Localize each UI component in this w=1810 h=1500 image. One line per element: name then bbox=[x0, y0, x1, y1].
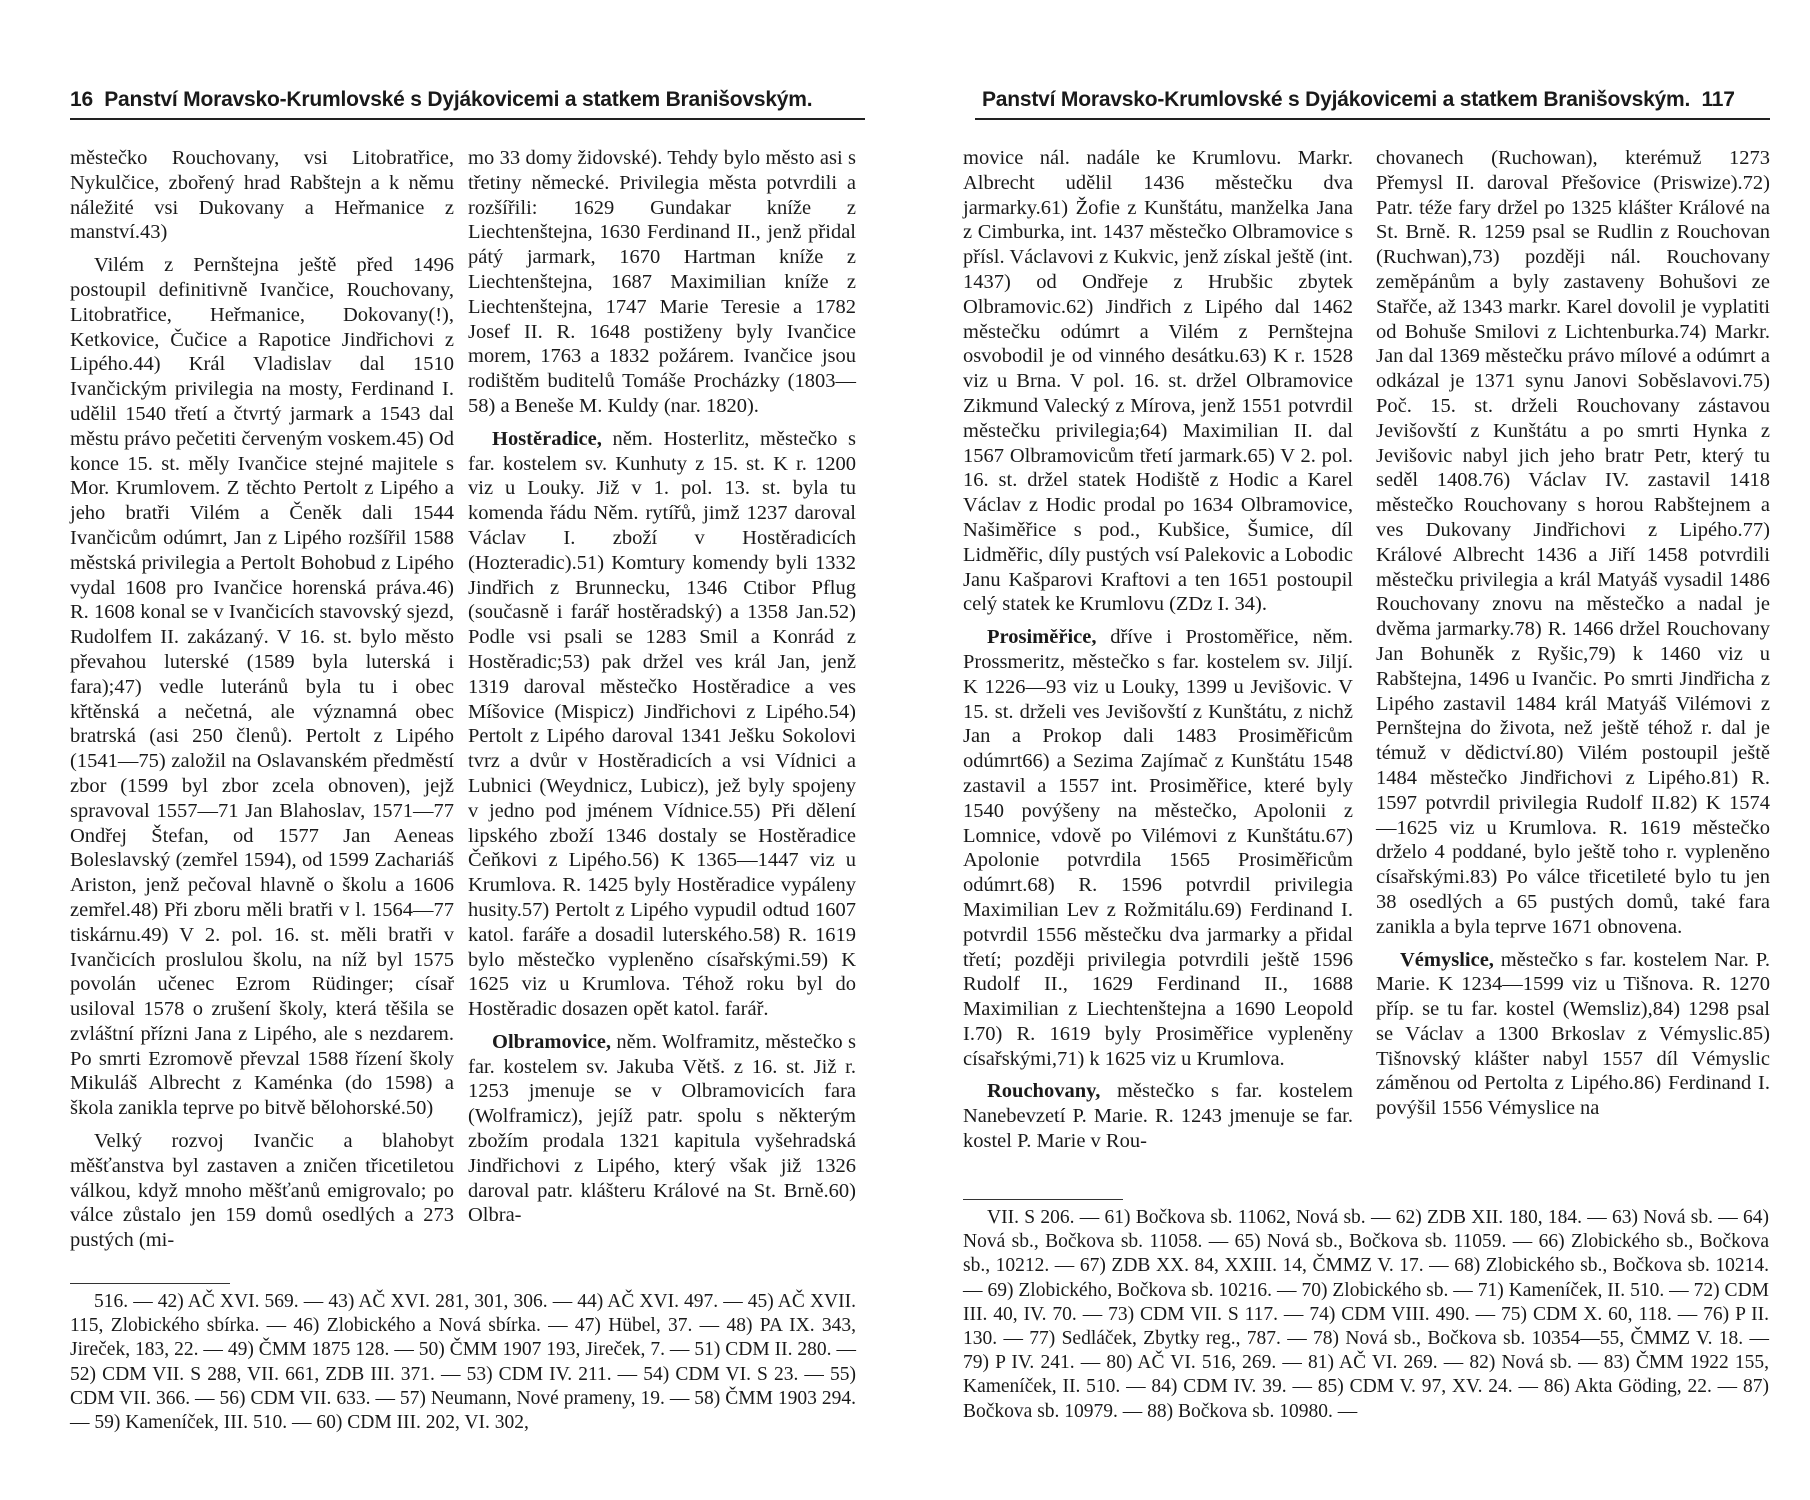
right-column-1 bbox=[963, 146, 1353, 1154]
right-footnotes: VII. S 206. — 61) Bočkova sb. 11062, Nová sb. — 62) ZDB XII. 180, 184. — 63) Nová sb. — 64) Nová sb., Bočkova sb. 11058. — 65) Nová sb., Bočkova sb. 11059. — 66) Zlobického sb., Bočkova sb., 10212. — 67) ZDB XX. 84, XXIII. 14, ČMMZ V. 17. — 68) Zlobického sb., Bočkova sb. 10214. — 69) Zlobického, Bočkova sb. 10216. — 70) Zlobického sb. — 71) Kameníček, II. 510. — 72) CDM III. 40, IV. 70. — 73) CDM VII. S 117. — 74) CDM VIII. 490. — 75) CDM X. 60, 118. — 76) P II. 130. — 77) Sedláček, Zbytky reg., 787. — 78) Nová sb., Bočkova sb. 10354—55, ČMMZ V. 18. — 79) P IV. 241. — 80) AČ VI. 516, 269. — 81) AČ VI. 269. — 82) Nová sb. — 83) ČMM 1922 155, Kameníček, II. 510. — 84) CDM IV. 39. — 85) CDM V. 97, XV. 24. — 86) Akta Göding, 22. — 87) Bočkova sb. 10979. — 88) Bočkova sb. 10980. — bbox=[963, 1207, 1769, 1422]
right-header-rule bbox=[975, 118, 1770, 120]
left-footnotes: 516. — 42) AČ XVI. 569. — 43) AČ XVI. 281, 301, 306. — 44) AČ XVI. 497. — 45) AČ XVII. 115, Zlobického sbírka. — 46) Zlobického a Nová sbírka. — 47) Hübel, 37. — 48) PA IX. 343, Jireček, 183, 22. — 49) ČMM 1875 128. — 50) ČMM 1907 193, Jireček, 7. — 51) CDM II. 280. — 52) CDM VII. S 288, VII. 661, ZDB III. 371. — 53) CDM IV. 211. — 54) CDM VI. S 23. — 55) CDM VII. 366. — 56) CDM VII. 633. — 57) Neumann, Nové prameny, 19. — 58) ČMM 1903 294. — 59) Kameníček, III. 510. — 60) CDM III. 202, VI. 302, bbox=[70, 1291, 856, 1434]
left-header-rule bbox=[70, 118, 865, 120]
left-column-1 bbox=[70, 146, 454, 1253]
left-footnote-rule bbox=[70, 1283, 230, 1284]
paragraph: Vilém z Pernštejna ještě před 1496 postoupil definitivně Ivančice, Rouchovany, Litobratřice, Heřmanice, Dokovany(!), Ketkovice, Čučice a Rapotice Jindřichovi z Lipého.44) Král Vladislav dal 1510 Ivančickým privilegia na mosty, Ferdinand I. udělil 1540 třetí a čtvrtý jarmark a 1543 dal městu právo pečetiti červeným voskem.45) Od konce 15. st. měly Ivančice stejné majitele s Mor. Krumlovem. Z těchto Pertolt z Lipého a jeho bratři Vilém a Čeněk dali 1544 Ivančicům odúmrt, Jan z Lipého rozšířil 1588 městská privilegia a Pertolt Bohobud z Lipého vydal 1608 pro Ivančice horenská práva.46) R. 1608 konal se v Ivančicích stavovský sjezd, Rudolfem II. zakázaný. V 16. st. bylo město převahou luterské (1589 byla luterská i fara);47) vedle luteránů byla tu i obec křtěnská a nečetná, ale významná obec bratrská (asi 250 členů). Pertolt z Lipého (1541—75) založil na Oslavanském předměstí zbor (1599 byl zbor zcela obnoven), jejž spravoval 1557—71 Jan Blahoslav, 1571—77 Ondřej Štefan, od 1577 Jan Aeneas Boleslavský (zemřel 1594), od 1599 Zachariáš Ariston, jenž pečoval hlavně o školu a 1606 zemřel.48) Při zboru měli bratři v l. 1564—77 tiskárnu.49) V 2. pol. 16. st. měli bratři v Ivančicích proslulou školu, na níž byl 1575 povolán učenec Ezrom Rüdinger; císař usiloval 1578 o zrušení školy, která těšila se zvláštní přízni Jana z Lipého, ale s nezdarem. Po smrti Ezromově převzal 1588 řízení školy Mikuláš Albrecht z Kaménka (do 1598) a škola zanikla teprve po bitvě bělohorské.50) bbox=[70, 254, 454, 1120]
entry-prosimerice: Prosiměřice, dříve i Prostoměřice, něm. Prossmeritz, městečko s far. kostelem sv. Jiljí. K 1226—93 viz u Louky, 1399 u Jevišovic. V 15. st. drželi ves Jevišovští z Kunštátu, z nichž Jan a Prokop dali 1483 Prosiměřicům odúmrt66) a Sezima Zajímač z Kunštátu 1548 zastavil a 1557 int. Prosiměřice, které byly 1540 povýšeny na městečko, Apolonii z Lomnice, vdově po Vilémovi z Kunštátu.67) Apolonie potvrdila 1565 Prosiměřicům odúmrt.68) R. 1596 potvrdil privilegia Maximilian Lev z Rožmitálu.69) Ferdinand I. potvrdil 1556 městečku dva jarmarky a přidal třetí; později privilegia potvrdili ještě 1596 Rudolf II., 1629 Ferdinand II., 1688 Maximilian z Liechtenštejna a 1690 Leopold I.70) R. 1619 byly Prosiměřice vypleněny císařskými,71) k 1625 viz u Krumlova. bbox=[963, 626, 1353, 1070]
entry-olbramovice: Olbramovice, něm. Wolframitz, městečko s far. kostelem sv. Jakuba Větš. z 16. st. Již r. 1253 jmenuje se v Olbramovicích fara (Wolframicz), jejíž patr. spolu s některým zbožím prodala 1321 kapitula vyšehradská Jindřichovi z Lipého, který však již 1326 daroval patr. klášteru Králové na St. Brně.60) Olbra- bbox=[468, 1030, 856, 1227]
paragraph: chovanech (Ruchowan), kterémuž 1273 Přemysl II. daroval Přešovice (Priswize).72) Patr. téže fary držel po 1325 klášter Králové na St. Brně. R. 1259 psal se Rudlin z Rouchovan (Ruchwan),73) později nál. Rouchovany zeměpánům a byly zastaveny Bohušovi ze Stařče, až 1343 markr. Karel dovolil je vyplatiti od Bohuše Smilovi z Lichtenburka.74) Markr. Jan dal 1369 městečku právo mílové a odúmrt a odkázal je 1371 synu Janovi Soběslavovi.75) Poč. 15. st. drželi Rouchovany zástavou Jevišovští z Kunštátu a po smrti Hynka z Jevišovic nabyl jich jeho bratr Petr, který tu seděl 1408.76) Václav IV. zastavil 1418 městečko Rouchovany s horou Rabštejnem a ves Dukovany Jindřichovi z Lipého.77) Králové Albrecht 1436 a Jiří 1458 potvrdili městečku privilegia a král Matyáš vysadil 1486 Rouchovany znovu na městečko a nadal je dvěma jarmarky.78) R. 1466 držel Rouchovany Jan Bohuněk z Ryšic,79) k 1460 viz u Rabštejna, 1496 u Ivančic. Po smrti Jindřicha z Lipého zastavil 1484 král Matyáš Vilémovi z Pernštejna do života, než ještě téhož r. dal je témuž v dědictví.80) Vilém postoupil ještě 1484 městečko Jindřichovi z Lipého.81) R. 1597 potvrdil privilegia Rudolf II.82) K 1574—1625 viz u Krumlova. R. 1619 městečko drželo 4 poddané, bylo ještě toho r. vypleněno císařskými.83) Po válce třicetileté bylo tu jen 38 osedlých a 65 pustých domů, také fara zanikla a byla teprve 1671 obnovena. bbox=[1376, 147, 1770, 938]
left-running-head bbox=[70, 88, 812, 112]
left-page-number: 16 bbox=[70, 88, 93, 111]
paragraph: Velký rozvoj Ivančic a blahobyt měšťanstva byl zastaven a zničen třicetiletou válkou, když mnoho měšťanů emigrovalo; po válce zůstalo jen 159 domů osedlých a 273 pustých (mi- bbox=[70, 1130, 454, 1252]
right-footnote-rule bbox=[963, 1199, 1123, 1200]
paragraph: městečko Rouchovany, vsi Litobratřice, Nykulčice, zbořený hrad Rabštejn a k němu náležité vsi Dukovany a Heřmanice z manství.43) bbox=[70, 147, 454, 244]
entry-hosteradice: Hostěradice, něm. Hosterlitz, městečko s far. kostelem sv. Kunhuty z 15. st. K r. 1200 viz u Louky. Již v 1. pol. 13. st. byla tu komenda řádu Něm. rytířů, jimž 1237 daroval Václav I. zboží v Hostěradicích (Hozteradic).51) Komtury komendy byli 1332 Jindřich z Brunnecku, 1346 Ctibor Pflug (současně i farář hostěradský) a 1358 Jan.52) Podle vsi psali se 1283 Smil a Konrád z Hostěradic;53) pak držel ves král Jan, jenž 1319 daroval městečko Hostěradice a ves Míšovice (Mispicz) Jindřichovi z Lipého.54) Pertolt z Lipého daroval 1341 Ješku Sokolovi tvrz a dvůr v Hostěradicích a vsi Vídnici a Lubnici (Weydnicz, Lubicz), jež byly spojeny v jedno pod jménem Vídnice.55) Při dělení lipského zboží 1346 dostaly se Hostěradice Čeňkovi z Lipého.56) K 1365—1447 viz u Krumlova. R. 1425 byly Hostěradice vypáleny husity.57) Pertolt z Lipého vypudil odtud 1607 katol. faráře a dosadil luterského.58) R. 1619 bylo městečko vypleněno císařskými.59) K 1625 viz u Krumlova. Téhož roku byl do Hostěradic dosazen opět katol. farář. bbox=[468, 427, 856, 1021]
paragraph: mo 33 domy židovské). Tehdy bylo město asi s třetiny německé. Privilegia města potvrdili a rozšířili: 1629 Gundakar kníže z Liechtenštejna, 1630 Ferdinand II., jenž přidal pátý jarmark, 1670 Hartman kníže z Liechtenštejna, 1687 Maximilian kníže z Liechtenštejna, 1747 Marie Teresie a 1782 Josef II. R. 1648 postiženy byly Ivančice morem, 1763 a 1832 požárem. Ivančice jsou rodištěm buditelů Tomáše Procházky (1803—58) a Beneše M. Kuldy (nar. 1820). bbox=[468, 147, 856, 417]
left-running-title: Panství Moravsko-Krumlovské s Dyjákovicemi a statkem Branišovským. bbox=[104, 88, 813, 111]
right-page-number: 117 bbox=[1701, 88, 1735, 111]
entry-rouchovany: Rouchovany, městečko s far. kostelem Nanebevzetí P. Marie. R. 1243 jmenuje se far. kostel P. Marie v Rou- bbox=[963, 1080, 1353, 1153]
left-column-2 bbox=[468, 146, 856, 1228]
right-running-title: Panství Moravsko-Krumlovské s Dyjákovicemi a statkem Branišovským. bbox=[982, 88, 1691, 111]
paragraph: movice nál. nadále ke Krumlovu. Markr. Albrecht udělil 1436 městečku dva jarmarky.61) Žofie z Kunštátu, manželka Jana z Cimburka, int. 1437 městečko Olbramovice s přísl. Václavovi z Kukvic, jenž získal ještě (int. 1437) od Ondřeje z Hrubšic zbytek Olbramovic.62) Jindřich z Lipého dal 1462 městečku odúmrt a Vilém z Pernštejna osvobodil je od vinného desátku.63) K r. 1528 viz u Brna. V pol. 16. st. držel Olbramovice Zikmund Valecký z Mírova, jenž 1551 potvrdil městečku privilegia;64) Maximilian II. dal 1567 Olbramovicům třetí jarmark.65) V 2. pol. 16. st. držel statek Hodiště z Hodic a Karel Václav z Hodic prodal po 1634 Olbramovice, Našiměřice s pod., Kubšice, Šumice, díl Lidměřic, díly pustých vsí Palekovic a Lobodic Janu Kašparovi Kraftovi a ten 1651 postoupil celý statek ke Krumlovu (ZDz I. 34). bbox=[963, 147, 1353, 616]
right-column-2 bbox=[1376, 146, 1770, 1121]
right-running-head bbox=[982, 88, 1735, 112]
entry-vemyslice: Vémyslice, městečko s far. kostelem Nar. P. Marie. K 1234—1599 viz u Tišnova. R. 1270 příp. se tu far. kostel (Wemsliz),84) 1298 psal se Václav a 1300 Brkoslav z Vémyslic.85) Tišnovský klášter nabyl 1557 díl Vémyslic záměnou od Pertolta z Lipého.86) Ferdinand I. povýšil 1556 Vémyslice na bbox=[1376, 948, 1770, 1120]
